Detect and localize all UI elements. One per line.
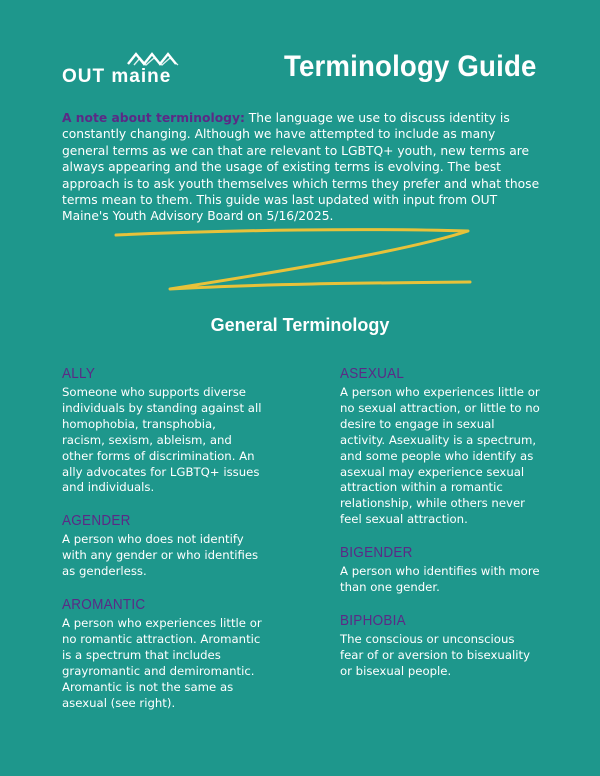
term-entry: [62, 512, 262, 580]
term-name: BIPHOBIA: [340, 611, 406, 629]
terms-right-column: [340, 365, 540, 696]
term-definition: Someone who supports diverse individuals by standing against all homophobia, transphobia, racism, sexism, ableism, and other forms of discrimination. An ally advocates for LGBTQ+ issues and individuals.: [62, 385, 262, 495]
mountain-logo-icon: [126, 50, 182, 66]
term-entry: [62, 365, 262, 496]
term-name: AROMANTIC: [62, 596, 146, 614]
term-definition: A person who does not identify with any gender or who identifies as genderless.: [62, 532, 259, 579]
term-name: AGENDER: [62, 512, 131, 530]
terms-left-column: [62, 365, 262, 728]
term-name: ALLY: [62, 365, 96, 382]
term-name: ASEXUAL: [340, 365, 405, 382]
intro-body: The language we use to discuss identity is constantly changing. Although we have attempted to include as many general terms as we can that are relevant to LGBTQ+ youth, new terms are always appearing and the usage of existing terms is evolving. The best approach is to ask youth themselves which terms they prefer and what those terms mean to them. This guide was last updated with input from OUT Maine's Youth Advisory Board on 5/16/2025.: [62, 111, 540, 224]
term-entry: [62, 596, 262, 711]
term-entry: [340, 612, 540, 680]
out-maine-logo: [62, 50, 192, 90]
section-title: General Terminology: [210, 315, 390, 335]
page-title: Terminology Guide: [284, 50, 537, 83]
intro-paragraph: [62, 110, 540, 225]
term-definition: A person who experiences little or no sexual attraction, or little to no desire to engage in sexual activity. Asexuality is a spectrum, and some people who identify as asexual may experience sexual attraction within a romantic relationship, while others never feel sexual attraction.: [340, 385, 540, 527]
term-definition: The conscious or unconscious fear of or aversion to bisexuality or bisexual people.: [340, 631, 530, 678]
logo-wordmark: OUT maine: [62, 66, 172, 87]
decorative-swoosh: [110, 226, 475, 294]
term-definition: A person who identifies with more than one gender.: [340, 564, 540, 595]
term-name: BIGENDER: [340, 544, 413, 562]
intro-lead: A note about terminology:: [62, 111, 245, 125]
term-definition: A person who experiences little or no romantic attraction. Aromantic is a spectrum that includes grayromantic and demiromantic. Aromantic is not the same as asexual (see right).: [62, 616, 262, 710]
term-entry: [340, 365, 540, 528]
term-entry: [340, 544, 540, 596]
